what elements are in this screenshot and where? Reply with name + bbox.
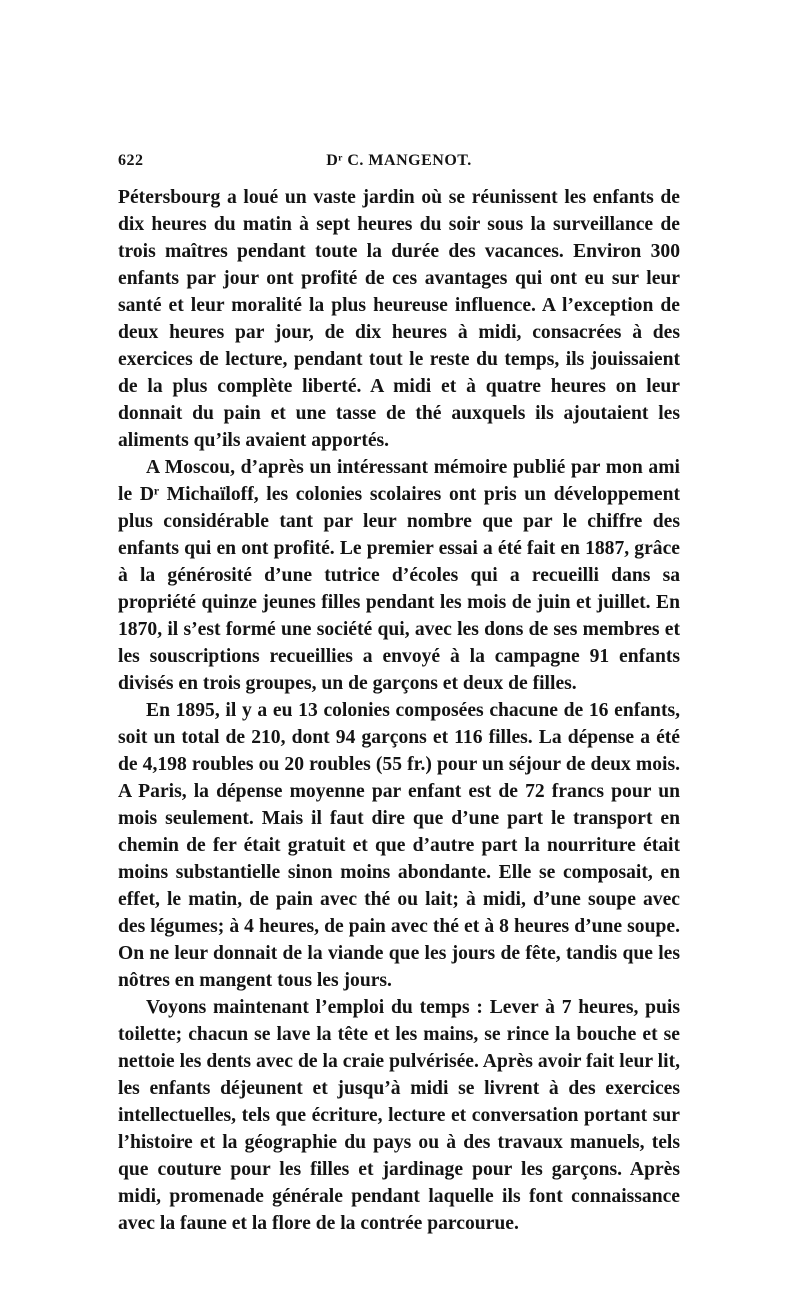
running-head-author: Dʳ C. MANGENOT. [326,152,472,169]
book-page [118,148,680,1237]
paragraph-4: Voyons maintenant l’emploi du temps : Lever à 7 heures, puis toilette; chacun se lave la tête et les mains, se rince la bouche et se nettoie les dents avec de la craie pulvérisée. Après avoir fait leur lit, les enfants déjeunent et jusqu’à midi se livrent à des exercices intellectuelles, tels que écriture, lecture et conversation portant sur l’histoire et la géographie du pays ou à des travaux manuels, tels que couture pour les filles et jardinage pour les garçons. Après midi, promenade générale pendant laquelle ils font connaissance avec la faune et la flore de la contrée parcourue. [118,997,680,1234]
running-head [118,148,680,178]
page-number: 622 [118,152,144,169]
paragraph-3: En 1895, il y a eu 13 colonies composées chacune de 16 enfants, soit un total de 210, dont 94 garçons et 116 filles. La dépense a été de 4,198 roubles ou 20 roubles (55 fr.) pour un séjour de deux mois. A Paris, la dépense moyenne par enfant est de 72 francs pour un mois seulement. Mais il faut dire que d’une part le transport en chemin de fer était gratuit et que d’autre part la nourriture était moins substantielle sinon moins abondante. Elle se composait, en effet, le matin, de pain avec thé ou lait; à midi, d’une soupe avec des légumes; à 4 heures, de pain avec thé et à 8 heures d’une soupe. On ne leur donnait de la viande que les jours de fête, tandis que les nôtres en mangent tous les jours. [118,700,680,991]
paragraph-1: Pétersbourg a loué un vaste jardin où se réunissent les enfants de dix heures du matin à sept heures du soir sous la surveillance de trois maîtres pendant toute la durée des vacances. Environ 300 enfants par jour ont profité de ces avantages qui ont eu sur leur santé et leur moralité la plus heureuse influence. A l’exception de deux heures par jour, de dix heures à midi, consacrées à des exercices de lecture, pendant tout le reste du temps, ils jouissaient de la plus complète liberté. A midi et à quatre heures on leur donnait du pain et une tasse de thé auxquels ils ajoutaient les aliments qu’ils avaient apportés. [118,187,680,451]
body-text [118,184,680,1237]
paragraph-2: A Moscou, d’après un intéressant mémoire publié par mon ami le Dʳ Michaïloff, les colonies scolaires ont pris un développement plus considérable tant par leur nombre que par le chiffre des enfants qui en ont profité. Le premier essai a été fait en 1887, grâce à la générosité d’une tutrice d’écoles qui a recueilli dans sa propriété quinze jeunes filles pendant les mois de juin et juillet. En 1870, il s’est formé une société qui, avec les dons de ses membres et les souscriptions recueillies a envoyé à la campagne 91 enfants divisés en trois groupes, un de garçons et deux de filles. [118,457,680,694]
